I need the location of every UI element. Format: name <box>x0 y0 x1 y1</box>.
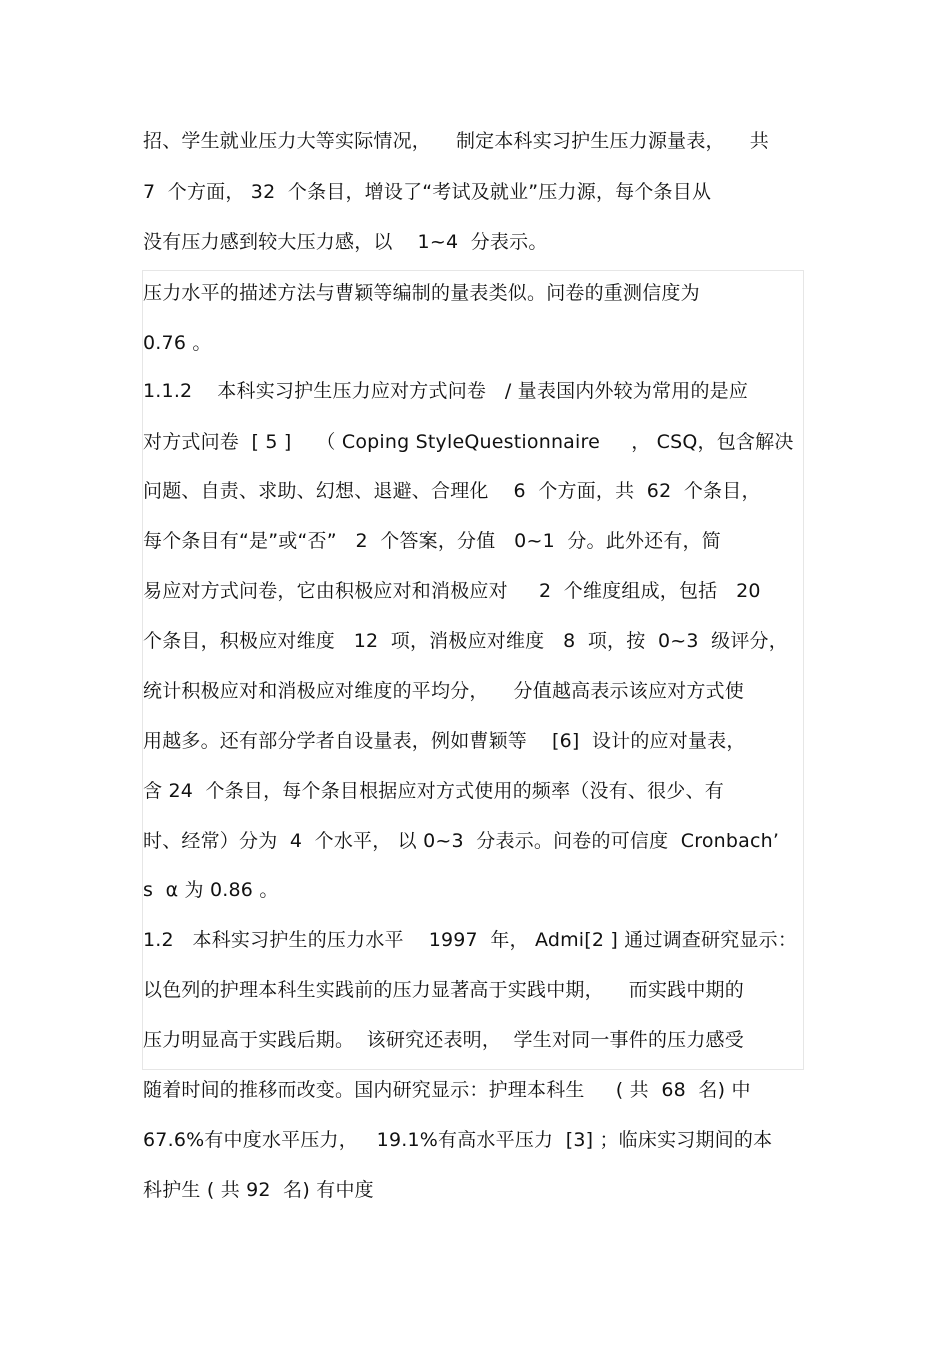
text-line: 7 个方面， 32 个条目，增设了“考试及就业”压力源，每个条目从 <box>143 181 712 203</box>
text-line: 没有压力感到较大压力感，以 1~4 分表示。 <box>143 231 548 253</box>
text-line: 压力水平的描述方法与曹颖等编制的量表类似。问卷的重测信度为 <box>143 282 700 304</box>
text-line: 易应对方式问卷，它由积极应对和消极应对 2 个维度组成，包括 20 <box>143 580 761 602</box>
text-line: 67.6%有中度水平压力， 19.1%有高水平压力 [3] ；临床实习期间的本 <box>143 1129 773 1151</box>
text-line: 统计积极应对和消极应对维度的平均分， 分值越高表示该应对方式使 <box>143 680 744 702</box>
text-line: 时、经常）分为 4 个水平， 以 0~3 分表示。问卷的可信度 Cronbach’ <box>143 830 780 852</box>
text-line: 问题、自责、求助、幻想、退避、合理化 6 个方面，共 62 个条目， <box>143 480 761 502</box>
text-line: 对方式问卷 [ 5 ] （ Coping StyleQuestionnaire ， CSQ，包含解决 <box>143 431 794 453</box>
text-line: 科护生 ( 共 92 名) 有中度 <box>143 1179 374 1201</box>
text-line: 用越多。还有部分学者自设量表，例如曹颖等 [6] 设计的应对量表， <box>143 730 746 752</box>
section-heading-1-2: 1.2 本科实习护生的压力水平 1997 年， Admi[2 ] 通过调查研究显示： <box>143 929 798 951</box>
text-line: 以色列的护理本科生实践前的压力显著高于实践中期， 而实践中期的 <box>143 979 744 1001</box>
text-line: 含 24 个条目，每个条目根据应对方式使用的频率（没有、很少、有 <box>143 780 724 802</box>
text-line: s α 为 0.86 。 <box>143 879 279 901</box>
text-line: 招、学生就业压力大等实际情况， 制定本科实习护生压力源量表， 共 <box>143 130 769 152</box>
text-line: 压力明显高于实践后期。 该研究还表明， 学生对同一事件的压力感受 <box>143 1029 744 1051</box>
text-line: 随着时间的推移而改变。国内研究显示：护理本科生 ( 共 68 名) 中 <box>143 1079 751 1101</box>
text-line: 0.76 。 <box>143 332 212 354</box>
text-line: 个条目，积极应对维度 12 项，消极应对维度 8 项，按 0~3 级评分， <box>143 630 788 652</box>
text-line: 每个条目有“是”或“否” 2 个答案，分值 0~1 分。此外还有，简 <box>143 530 721 552</box>
section-heading-1-1-2: 1.1.2 本科实习护生压力应对方式问卷 / 量表国内外较为常用的是应 <box>143 380 749 402</box>
